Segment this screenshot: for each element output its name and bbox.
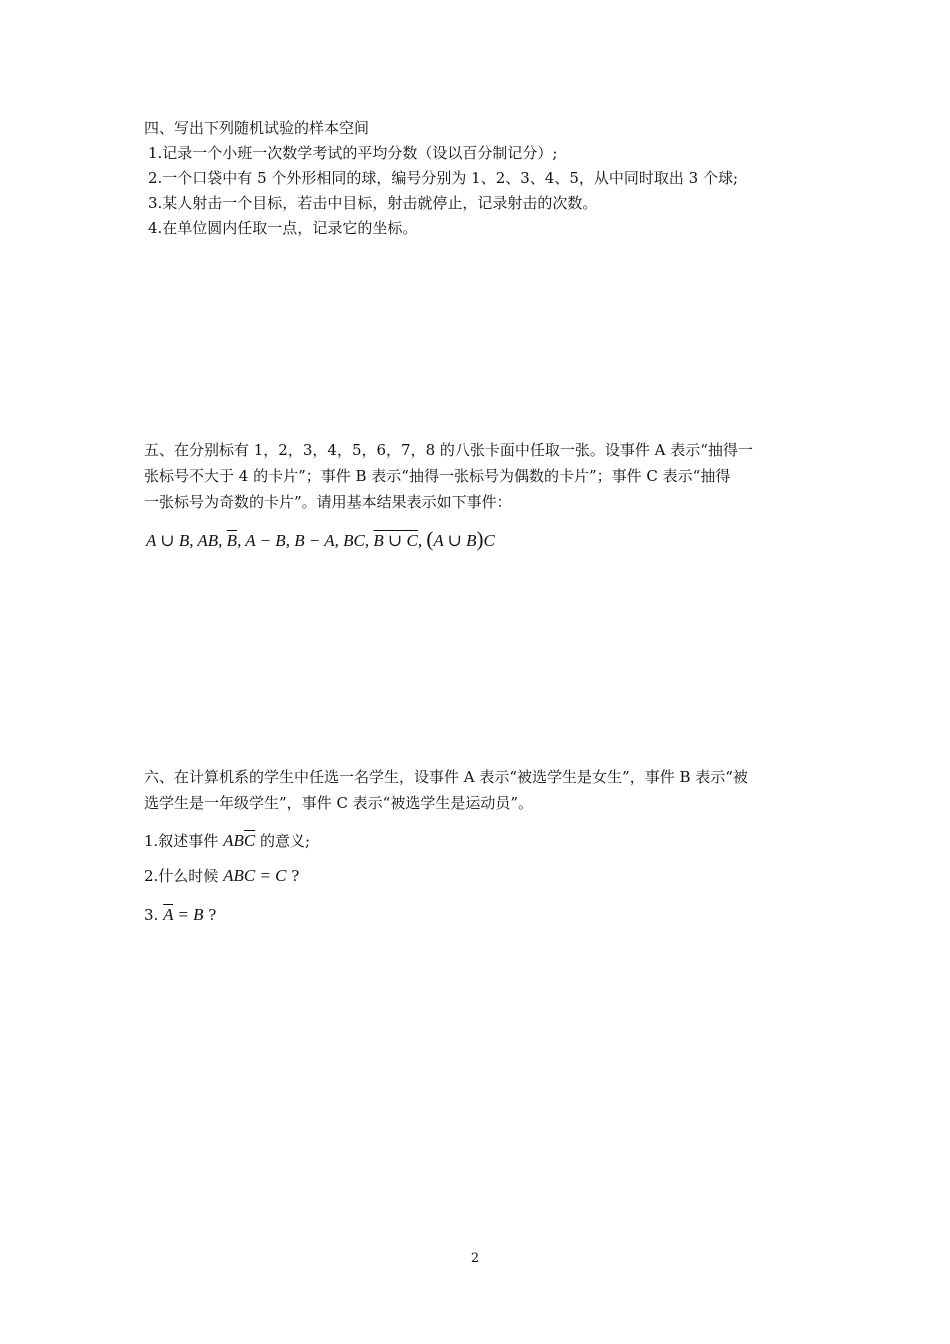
formula-left-paren: ( <box>426 527 434 551</box>
q1-math-ab: AB <box>223 831 244 850</box>
section-5-line-3: 一张标号为奇数的卡片”。请用基本结果表示如下事件： <box>144 493 512 511</box>
section-6-line-2: 选学生是一年级学生”，事件 C 表示“被选学生是运动员”。 <box>144 794 534 812</box>
section-6-question-2 <box>144 865 299 887</box>
formula-part-3: , A − B, B − A, BC, <box>237 531 374 550</box>
formula-part-1: A ∪ B, AB, <box>146 531 227 550</box>
q2-math: ABC = C <box>223 866 287 885</box>
q1-suffix: 的意义; <box>255 832 311 850</box>
q3-math-complement-a: $\overline{A}$ <box>163 905 174 924</box>
page-number: 2 <box>470 1251 480 1266</box>
section-4-item-4: 4.在单位圆内任取一点，记录它的坐标。 <box>148 219 418 237</box>
section-6-line-1: 六、在计算机系的学生中任选一名学生，设事件 A 表示“被选学生是女生”，事件 B 表示“被 <box>144 768 748 786</box>
section-6-question-1 <box>144 830 310 852</box>
section-6-question-3 <box>144 904 216 926</box>
q3-prefix: 3. <box>144 906 164 924</box>
section-4-item-3: 3.某人射击一个目标，若击中目标，射击就停止，记录射击的次数。 <box>148 194 598 212</box>
section-4-title: 四、写出下列随机试验的样本空间 <box>144 119 370 137</box>
section-5-line-1: 五、在分别标有 1，2，3，4，5，6，7，8 的八张卡面中任取一张。设事件 A 表示“抽得一 <box>144 441 753 459</box>
formula-complement-b: $\overline{B}$ <box>226 531 238 550</box>
q1-prefix: 1.叙述事件 <box>144 832 224 850</box>
section-5-line-2: 张标号不大于 4 的卡片”；事件 B 表示“抽得一张标号为偶数的卡片”；事件 C 表示“抽得 <box>144 467 731 485</box>
q3-suffix: ? <box>203 906 217 924</box>
section-4-item-2: 2.一个口袋中有 5 个外形相同的球，编号分别为 1、2、3、4、5，从中同时取出 3 个球; <box>148 169 739 187</box>
q2-suffix: ? <box>286 867 300 885</box>
formula-c: C <box>483 531 495 550</box>
formula-complement-union: B ∪ C <box>373 531 418 550</box>
q1-math-complement-c: $\overline{C}$ <box>243 831 256 850</box>
formula-part-5: , <box>417 531 427 550</box>
formula-union: A ∪ B <box>433 531 477 550</box>
section-4-item-1: 1.记录一个小班一次数学考试的平均分数（设以百分制记分）; <box>148 144 558 162</box>
formula-right-paren: ) <box>476 527 484 551</box>
q3-math-eq-b: = B <box>173 905 204 924</box>
section-5-formula <box>146 527 495 553</box>
q2-prefix: 2.什么时候 <box>144 867 224 885</box>
